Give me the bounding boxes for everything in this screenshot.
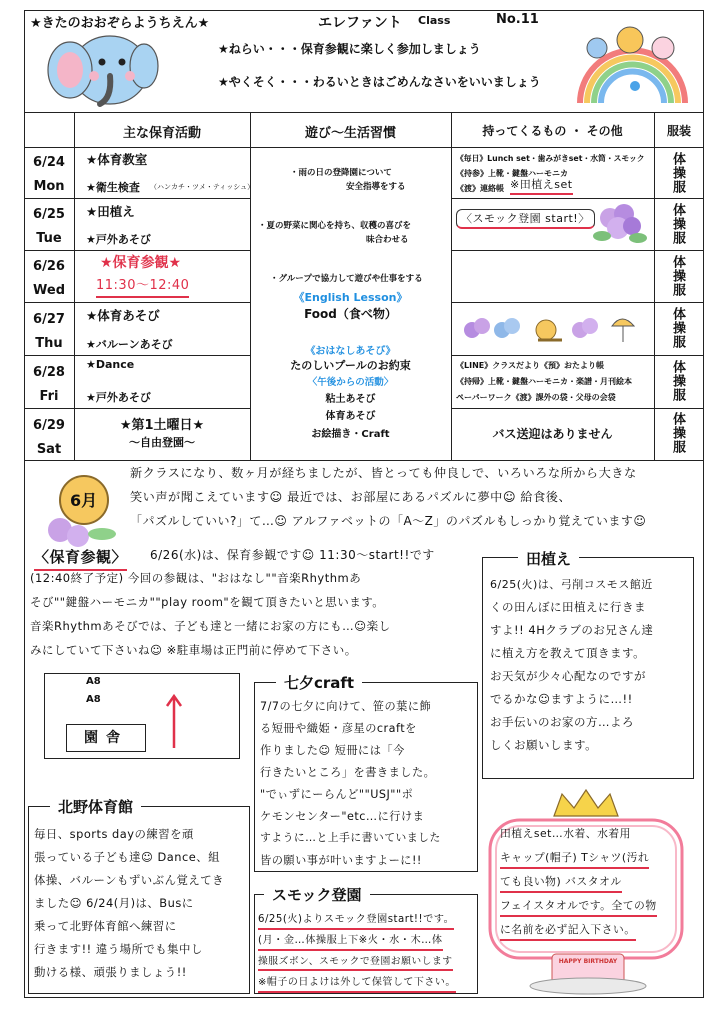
header-main-activity: 主な保育活動: [122, 126, 201, 141]
intro-line: 笑い声が聞こえています☺ 最近では、お部屋にあるパズルに夢中☺ 給食後、: [130, 490, 572, 504]
day-of-week: Sat: [36, 442, 62, 457]
header-play-habits: 遊び～生活習慣: [304, 126, 396, 141]
activity-secondary: ★戸外あそび: [86, 233, 151, 246]
bring-carry: 《持参》上靴・鍵盤ハーモニカ: [456, 169, 568, 178]
tanabata-line: 7/7の七夕に向けて、笹の葉に飾: [260, 700, 432, 713]
class-name: エレファント: [318, 15, 402, 31]
entrance-arrow-icon: [164, 688, 184, 750]
promise-text: ★やくそく・・・わるいときはごめんなさいをいいましょう: [218, 75, 541, 89]
activity-primary: ★体育教室: [86, 152, 148, 167]
dress-code: 体操服: [670, 255, 685, 297]
life-item-1b: 安全指導をする: [346, 182, 406, 192]
month-badge: 6月: [70, 491, 98, 510]
rice-line: しくお願いします。: [490, 738, 598, 752]
bring-hand: 《渡》連絡帳: [456, 184, 504, 193]
story-play-body: たのしいプールのお約束: [290, 359, 411, 372]
tanabata-line: る短冊や織姫・彦星のcraftを: [260, 722, 417, 735]
dress-code: 体操服: [670, 152, 685, 194]
tanabata-title: 七夕craft: [276, 672, 362, 693]
day-date: 6/28: [33, 365, 65, 380]
activity-secondary: ★衛生検査: [86, 181, 140, 194]
activity-primary: ★体育あそび: [86, 308, 160, 323]
tanabata-line: "でぃずにーらんど""USJ""ポ: [260, 788, 414, 801]
gym-line: ました☺ 6/24(月)は、Busに: [34, 896, 194, 910]
gym-line: 行きます!! 違う場所でも集中し: [34, 942, 203, 956]
day-date: 6/25: [33, 207, 65, 222]
rice-set-line: ても良い物) バスタオル: [500, 874, 622, 893]
smock-line: 6/25(火)よりスモック登園start!!です。: [258, 912, 454, 930]
day-date: 6/24: [33, 155, 65, 170]
intro-line: 新クラスになり、数ヶ月が経ちましたが、皆とっても仲良しで、いろいろな所から大きな: [130, 466, 637, 480]
gym-title: 北野体育館: [50, 796, 141, 817]
bring-return: 《持帰》上靴・鍵盤ハーモニカ・楽譜・月刊絵本: [456, 377, 632, 386]
bring-daily: 《毎日》Lunch set・歯みがきset・水筒・スモック: [456, 154, 645, 163]
hydrangea-icon: [588, 200, 650, 248]
rice-set-line: キャップ(帽子) Tシャツ(汚れ: [500, 850, 649, 869]
observation-line: そび""鍵盤ハーモニカ""play room"を観て頂きたいと思います。: [30, 595, 385, 609]
rice-line: くの田んぼに田植えに行きま: [490, 600, 646, 614]
day-of-week: Fri: [39, 389, 59, 404]
tanabata-line: 皆の願い事が叶いますよーに!!: [260, 854, 422, 867]
aim-text: ★ねらい・・・保育参観に楽しく参加しましょう: [218, 42, 481, 56]
story-play-title: 《おはなしあそび》: [305, 346, 396, 357]
tanabata-line: すように…と上手に書いていました: [260, 831, 441, 844]
tanabata-line: 行きたいところ」を書きました。: [260, 766, 436, 779]
gym-line: 毎日、sports dayの練習を頑: [34, 827, 194, 841]
day-of-week: Wed: [33, 283, 65, 298]
observation-line: (12:40終了予定) 今回の参観は、"おはなし""音楽Rhythmあ: [30, 571, 362, 585]
smock-title: スモック登園: [264, 884, 370, 905]
day-date: 6/27: [33, 312, 65, 327]
rice-line: お手伝いのお家の方…よろ: [490, 715, 634, 729]
rice-planting-set-note: ※田植えset: [510, 176, 573, 195]
issue-number: No.11: [496, 12, 539, 27]
english-lesson-title: 《English Lesson》: [293, 291, 408, 304]
day-date: 6/26: [33, 259, 65, 274]
afternoon-item: 粘土あそび: [325, 394, 376, 405]
activity-primary: ★Dance: [86, 358, 135, 371]
bring-line: 《LINE》クラスだより《預》おたより帳: [456, 361, 604, 370]
observation-line: 6/26(水)は、保育参観です☺ 11:30～start!!です: [150, 548, 435, 562]
day-of-week: Thu: [35, 336, 63, 351]
rice-line: お天気が少々心配なのですが: [490, 669, 646, 683]
life-item-3: ・グループで協力して遊びや仕事をする: [270, 274, 423, 284]
gym-line: 乗って北野体育館へ練習に: [34, 919, 177, 933]
dress-code: 体操服: [670, 307, 685, 349]
bring-paperwork: ペーパーワーク《渡》課外の袋・父母の会袋: [456, 393, 616, 402]
observation-line: 音楽Rhythmあそびでは、子ども達と一緒にお家の方にも…☺楽し: [30, 619, 391, 633]
rice-line: に植え方を教えて頂きます。: [490, 646, 646, 660]
life-item-2b: 味合わせる: [366, 235, 409, 245]
afternoon-title: 〈午後からの活動〉: [307, 377, 394, 388]
observation-time: 11:30～12:40: [96, 276, 189, 298]
day-of-week: Tue: [36, 231, 62, 246]
day-of-week: Mon: [33, 179, 65, 194]
activity-primary: ★第1土曜日★: [119, 418, 205, 433]
rice-line: すよ!! 4Hクラブのお兄さん達: [490, 623, 654, 637]
rice-line: でるかな☺ますように…!!: [490, 692, 633, 706]
observation-title: 〈保育参観〉: [34, 546, 127, 571]
elephant-illustration: [40, 30, 160, 110]
building-label: 園舎: [66, 724, 146, 752]
dress-code: 体操服: [670, 203, 685, 245]
tanabata-line: ケモンセンター"etc…に行けま: [260, 810, 425, 823]
gym-line: 張っている子ども達☺ Dance、組: [34, 850, 221, 864]
rainy-season-icons: [462, 312, 647, 346]
rice-set-line: に名前を必ず記入下さい。: [500, 922, 636, 941]
school-name: ★きたのおおぞらようちえん★: [30, 16, 210, 31]
rainbow-animals-illustration: [575, 18, 690, 103]
observation-line: みにしていて下さいね☺ ※駐車場は正門前に停めて下さい。: [30, 643, 357, 657]
cake-text: HAPPY BIRTHDAY: [558, 958, 618, 965]
rice-set-line: フェイスタオルです。全ての物: [500, 898, 657, 917]
english-lesson-body: Food（食べ物）: [304, 307, 397, 321]
smock-line: ※帽子の日よけは外して保管して下さい。: [258, 975, 456, 993]
rice-line: 6/25(火)は、弓削コスモス館近: [490, 578, 653, 591]
tanabata-line: 作りました☺ 短冊には「今: [260, 744, 405, 757]
life-item-1a: ・雨の日の登降園について: [290, 168, 392, 178]
header-bring: 持ってくるもの ・ その他: [482, 124, 623, 138]
no-bus-notice: バス送迎はありません: [492, 427, 613, 441]
activity-primary: ★田植え: [86, 204, 135, 219]
rice-set-line: 田植えset…水着、水着用: [500, 827, 631, 840]
afternoon-item: お絵描き・Craft: [311, 429, 390, 440]
parking-mark: A8: [86, 694, 101, 705]
activity-secondary: ★戸外あそび: [86, 391, 151, 404]
observation-day-title: ★保育参観★: [100, 255, 182, 271]
smock-start-note: 〈スモック登園 start!〉: [456, 209, 595, 229]
activity-secondary: ～自由登園～: [129, 436, 195, 449]
parking-mark: A8: [86, 676, 101, 687]
class-label: Class: [418, 14, 451, 27]
dress-code: 体操服: [670, 412, 685, 454]
smock-line: (月・金…体操服上下※火・水・木…体: [258, 933, 443, 951]
intro-line: 「パズルしていい?」て…☺ アルファベットの「A～Z」のパズルもしっかり覚えています☺: [130, 514, 647, 528]
gym-line: 動ける様、頑張りましょう!!: [34, 965, 187, 979]
smock-line: 操服ズボン、スモックで登園お願いします: [258, 954, 453, 971]
life-item-2a: ・夏の野菜に関心を持ち、収穫の喜びを: [258, 221, 412, 231]
dress-code: 体操服: [670, 360, 685, 402]
activity-secondary: ★バルーンあそび: [86, 338, 173, 351]
gym-line: 体操、バルーンもずいぶん覚えてき: [34, 873, 225, 887]
header-dress: 服装: [666, 124, 691, 138]
afternoon-item: 体育あそび: [325, 411, 376, 422]
day-date: 6/29: [33, 418, 65, 433]
activity-note: （ハンカチ・ツメ・ティッシュ）: [150, 183, 255, 191]
rice-planting-title: 田植え: [518, 548, 579, 569]
